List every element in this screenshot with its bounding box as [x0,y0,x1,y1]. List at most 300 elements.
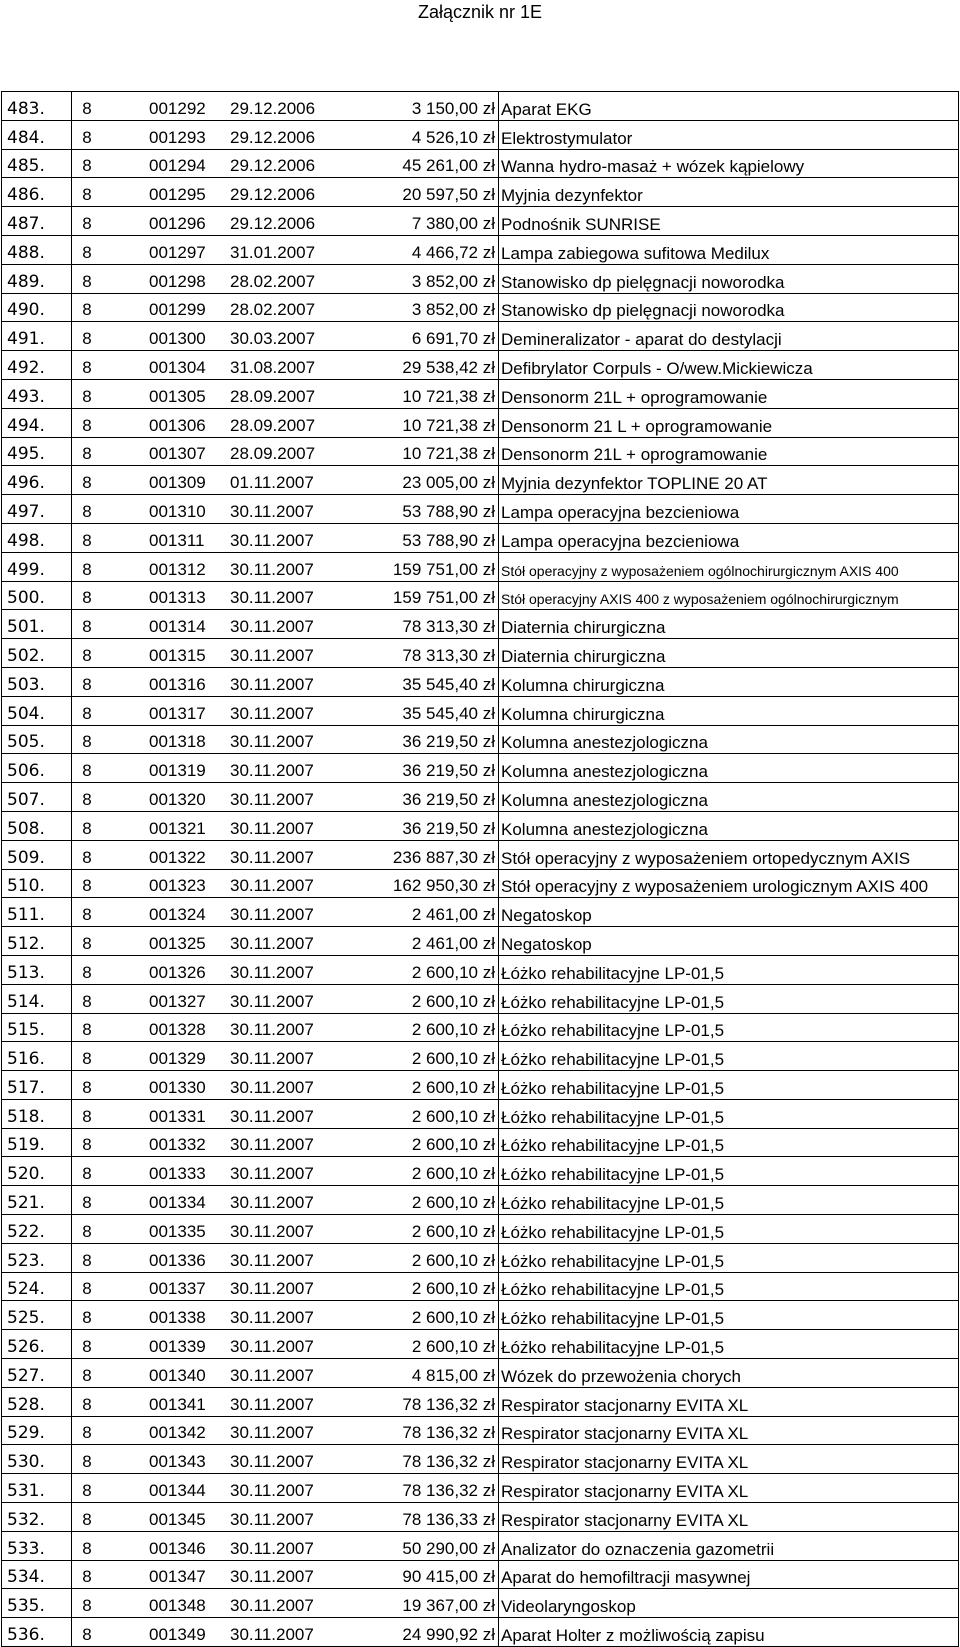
row-number: 494. [2,408,72,437]
table-row [2,1071,959,1100]
acquisition-date: 30.11.2007 [230,588,314,608]
equipment-description: Wózek do przewożenia chorych [499,1359,959,1388]
equipment-description: Łóżko rehabilitacyjne LP-01,5 [499,1243,959,1272]
inventory-number: 001345 [149,1509,206,1529]
group-number: 8 [82,1567,92,1587]
row-number: 486. [2,178,72,207]
equipment-description: Diaternia chirurgiczna [499,639,959,668]
inventory-number: 001317 [149,703,206,723]
row-details [72,1301,499,1330]
table-row [2,552,959,581]
row-details [72,581,499,610]
table-row [2,696,959,725]
acquisition-date: 29.12.2006 [230,213,316,233]
equipment-table-body [2,92,959,1647]
amount-value: 2 600,10 zł [411,1164,495,1184]
amount-value: 3 852,00 zł [411,300,495,320]
group-number: 8 [82,501,92,521]
acquisition-date: 30.11.2007 [230,1452,314,1472]
group-number: 8 [82,761,92,781]
row-number: 484. [2,120,72,149]
row-number: 502. [2,639,72,668]
acquisition-date: 28.02.2007 [230,271,316,291]
acquisition-date: 30.11.2007 [230,991,314,1011]
table-row [2,1301,959,1330]
inventory-number: 001327 [149,991,206,1011]
row-details [72,984,499,1013]
inventory-number: 001294 [149,156,206,176]
inventory-number: 001324 [149,905,206,925]
amount-value: 6 691,70 zł [411,329,495,349]
inventory-number: 001318 [149,732,206,752]
table-row [2,984,959,1013]
row-number: 533. [2,1531,72,1560]
row-details [72,696,499,725]
equipment-description: Łóżko rehabilitacyjne LP-01,5 [499,1186,959,1215]
acquisition-date: 30.11.2007 [230,1077,314,1097]
acquisition-date: 30.11.2007 [230,1279,314,1299]
acquisition-date: 30.11.2007 [230,1106,314,1126]
table-row [2,351,959,380]
inventory-number: 001306 [149,415,206,435]
table-row [2,1099,959,1128]
inventory-number: 001338 [149,1308,206,1328]
table-row [2,639,959,668]
acquisition-date: 30.11.2007 [230,1481,314,1501]
row-number: 516. [2,1042,72,1071]
row-details [72,1186,499,1215]
acquisition-date: 30.11.2007 [230,933,314,953]
group-number: 8 [82,530,92,550]
table-row [2,408,959,437]
acquisition-date: 30.11.2007 [230,962,314,982]
group-number: 8 [82,933,92,953]
row-details [72,840,499,869]
row-number: 522. [2,1215,72,1244]
row-details [72,264,499,293]
amount-value: 2 600,10 zł [411,1308,495,1328]
group-number: 8 [82,1077,92,1097]
acquisition-date: 30.11.2007 [230,1538,314,1558]
row-number: 526. [2,1330,72,1359]
acquisition-date: 30.11.2007 [230,818,314,838]
acquisition-date: 31.01.2007 [230,242,316,262]
acquisition-date: 30.11.2007 [230,1394,314,1414]
group-number: 8 [82,818,92,838]
table-row [2,955,959,984]
inventory-number: 001344 [149,1481,206,1501]
table-row [2,610,959,639]
group-number: 8 [82,703,92,723]
equipment-description: Łóżko rehabilitacyjne LP-01,5 [499,1013,959,1042]
row-number: 519. [2,1128,72,1157]
equipment-description: Łóżko rehabilitacyjne LP-01,5 [499,1071,959,1100]
group-number: 8 [82,1135,92,1155]
table-row [2,264,959,293]
acquisition-date: 30.11.2007 [230,1509,314,1529]
group-number: 8 [82,559,92,579]
equipment-description: Aparat Holter z możliwością zapisu [499,1618,959,1647]
equipment-description: Respirator stacjonarny EVITA XL [499,1416,959,1445]
amount-value: 78 136,32 zł [402,1481,495,1501]
group-number: 8 [82,617,92,637]
table-row [2,1128,959,1157]
row-number: 529. [2,1416,72,1445]
group-number: 8 [82,213,92,233]
group-number: 8 [82,444,92,464]
attachment-title: Załącznik nr 1E [417,2,543,22]
amount-value: 36 219,50 zł [402,732,495,752]
table-row [2,178,959,207]
row-number: 517. [2,1071,72,1100]
inventory-number: 001323 [149,876,206,896]
row-details [72,92,499,121]
amount-value: 50 290,00 zł [402,1538,495,1558]
inventory-number: 001300 [149,329,206,349]
inventory-number: 001315 [149,645,206,665]
row-number: 535. [2,1589,72,1618]
equipment-description: Respirator stacjonarny EVITA XL [499,1387,959,1416]
table-row [2,783,959,812]
group-number: 8 [82,1106,92,1126]
row-details [72,1099,499,1128]
equipment-description: Diaternia chirurgiczna [499,610,959,639]
amount-value: 78 136,33 zł [402,1509,495,1529]
table-row [2,495,959,524]
row-number: 532. [2,1503,72,1532]
equipment-description: Aparat do hemofiltracji masywnej [499,1560,959,1589]
amount-value: 2 600,10 zł [411,1193,495,1213]
equipment-description: Lampa zabiegowa sufitowa Medilux [499,235,959,264]
row-details [72,1215,499,1244]
row-details [72,1272,499,1301]
inventory-number: 001307 [149,444,206,464]
amount-value: 7 380,00 zł [411,213,495,233]
page-header [0,0,960,23]
row-number: 512. [2,927,72,956]
amount-value: 3 150,00 zł [411,98,495,118]
table-row [2,149,959,178]
group-number: 8 [82,1308,92,1328]
equipment-description: Densonorm 21 L + oprogramowanie [499,408,959,437]
row-details [72,869,499,898]
acquisition-date: 30.03.2007 [230,329,316,349]
row-number: 485. [2,149,72,178]
amount-value: 36 219,50 zł [402,789,495,809]
equipment-description: Aparat EKG [499,92,959,121]
equipment-description: Demineralizator - aparat do destylacji [499,322,959,351]
acquisition-date: 30.11.2007 [230,847,314,867]
row-number: 504. [2,696,72,725]
inventory-number: 001310 [149,501,206,521]
amount-value: 2 600,10 zł [411,1020,495,1040]
row-details [72,1387,499,1416]
row-details [72,178,499,207]
row-details [72,811,499,840]
inventory-number: 001312 [149,559,206,579]
acquisition-date: 30.11.2007 [230,674,314,694]
row-details [72,1531,499,1560]
amount-value: 78 313,30 zł [402,645,495,665]
amount-value: 36 219,50 zł [402,761,495,781]
amount-value: 36 219,50 zł [402,818,495,838]
table-row [2,466,959,495]
table-row [2,379,959,408]
row-number: 515. [2,1013,72,1042]
acquisition-date: 30.11.2007 [230,1193,314,1213]
acquisition-date: 30.11.2007 [230,617,314,637]
inventory-number: 001339 [149,1337,206,1357]
row-details [72,667,499,696]
table-row [2,725,959,754]
group-number: 8 [82,1423,92,1443]
row-number: 503. [2,667,72,696]
table-row [2,235,959,264]
group-number: 8 [82,1596,92,1616]
group-number: 8 [82,1221,92,1241]
inventory-number: 001343 [149,1452,206,1472]
inventory-number: 001330 [149,1077,206,1097]
acquisition-date: 30.11.2007 [230,761,314,781]
equipment-description: Łóżko rehabilitacyjne LP-01,5 [499,1301,959,1330]
group-number: 8 [82,588,92,608]
group-number: 8 [82,847,92,867]
amount-value: 2 600,10 zł [411,1250,495,1270]
group-number: 8 [82,98,92,118]
inventory-number: 001292 [149,98,206,118]
equipment-description: Stół operacyjny z wyposażeniem ogólnochirurgicznym AXIS 400 [499,552,959,581]
amount-value: 4 466,72 zł [411,242,495,262]
group-number: 8 [82,674,92,694]
table-row [2,1157,959,1186]
group-number: 8 [82,329,92,349]
inventory-number: 001332 [149,1135,206,1155]
equipment-description: Kolumna anestezjologiczna [499,725,959,754]
row-number: 508. [2,811,72,840]
inventory-number: 001329 [149,1049,206,1069]
inventory-number: 001321 [149,818,206,838]
group-number: 8 [82,386,92,406]
acquisition-date: 28.09.2007 [230,444,316,464]
amount-value: 10 721,38 zł [402,444,495,464]
amount-value: 78 136,32 zł [402,1394,495,1414]
inventory-number: 001328 [149,1020,206,1040]
equipment-description: Kolumna anestezjologiczna [499,811,959,840]
amount-value: 35 545,40 zł [402,674,495,694]
inventory-number: 001314 [149,617,206,637]
inventory-number: 001335 [149,1221,206,1241]
row-number: 518. [2,1099,72,1128]
acquisition-date: 28.09.2007 [230,386,316,406]
acquisition-date: 30.11.2007 [230,1337,314,1357]
acquisition-date: 01.11.2007 [230,473,314,493]
equipment-description: Łóżko rehabilitacyjne LP-01,5 [499,1099,959,1128]
table-row [2,1359,959,1388]
amount-value: 159 751,00 zł [392,588,495,608]
acquisition-date: 30.11.2007 [230,789,314,809]
row-number: 492. [2,351,72,380]
equipment-description: Kolumna chirurgiczna [499,696,959,725]
group-number: 8 [82,1193,92,1213]
row-number: 536. [2,1618,72,1647]
row-details [72,1503,499,1532]
group-number: 8 [82,1049,92,1069]
table-row [2,667,959,696]
equipment-description: Łóżko rehabilitacyjne LP-01,5 [499,1215,959,1244]
row-number: 523. [2,1243,72,1272]
group-number: 8 [82,789,92,809]
equipment-description: Łóżko rehabilitacyjne LP-01,5 [499,1157,959,1186]
amount-value: 2 600,10 zł [411,1135,495,1155]
row-number: 507. [2,783,72,812]
table-row [2,120,959,149]
row-number: 500. [2,581,72,610]
row-details [72,1243,499,1272]
row-number: 488. [2,235,72,264]
amount-value: 53 788,90 zł [402,501,495,521]
table-row [2,1387,959,1416]
row-details [72,1128,499,1157]
row-details [72,523,499,552]
row-number: 527. [2,1359,72,1388]
group-number: 8 [82,991,92,1011]
equipment-description: Negatoskop [499,898,959,927]
acquisition-date: 30.11.2007 [230,1625,314,1645]
inventory-number: 001322 [149,847,206,867]
row-number: 524. [2,1272,72,1301]
equipment-description: Lampa operacyjna bezcieniowa [499,495,959,524]
acquisition-date: 30.11.2007 [230,1567,314,1587]
inventory-number: 001313 [149,588,206,608]
acquisition-date: 30.11.2007 [230,1308,314,1328]
inventory-number: 001333 [149,1164,206,1184]
equipment-description: Kolumna anestezjologiczna [499,783,959,812]
group-number: 8 [82,1394,92,1414]
acquisition-date: 30.11.2007 [230,1596,314,1616]
row-details [72,149,499,178]
row-details [72,1589,499,1618]
table-row [2,92,959,121]
row-details [72,1071,499,1100]
row-details [72,207,499,236]
row-details [72,1157,499,1186]
acquisition-date: 30.11.2007 [230,559,314,579]
equipment-description: Podnośnik SUNRISE [499,207,959,236]
table-row [2,1445,959,1474]
group-number: 8 [82,645,92,665]
row-number: 525. [2,1301,72,1330]
acquisition-date: 29.12.2006 [230,156,316,176]
row-details [72,927,499,956]
acquisition-date: 30.11.2007 [230,1049,314,1069]
inventory-number: 001296 [149,213,206,233]
table-row [2,840,959,869]
equipment-table [1,91,959,1647]
row-number: 493. [2,379,72,408]
row-details [72,466,499,495]
table-row [2,1013,959,1042]
row-number: 534. [2,1560,72,1589]
amount-value: 78 313,30 zł [402,617,495,637]
amount-value: 2 600,10 zł [411,1337,495,1357]
amount-value: 162 950,30 zł [392,876,495,896]
table-row [2,581,959,610]
inventory-number: 001334 [149,1193,206,1213]
equipment-description: Stół operacyjny z wyposażeniem urologicznym AXIS 400 [499,869,959,898]
row-number: 509. [2,840,72,869]
inventory-number: 001311 [149,530,205,550]
table-row [2,1215,959,1244]
equipment-description: Stanowisko dp pielęgnacji noworodka [499,293,959,322]
equipment-description: Respirator stacjonarny EVITA XL [499,1503,959,1532]
row-details [72,1445,499,1474]
row-number: 511. [2,898,72,927]
group-number: 8 [82,156,92,176]
amount-value: 3 852,00 zł [411,271,495,291]
group-number: 8 [82,1164,92,1184]
acquisition-date: 30.11.2007 [230,732,314,752]
acquisition-date: 29.12.2006 [230,98,316,118]
equipment-description: Łóżko rehabilitacyjne LP-01,5 [499,1330,959,1359]
row-details [72,495,499,524]
row-number: 490. [2,293,72,322]
acquisition-date: 30.11.2007 [230,1365,314,1385]
table-row [2,1272,959,1301]
equipment-description: Stół operacyjny AXIS 400 z wyposażeniem ogólnochirurgicznym [499,581,959,610]
inventory-number: 001347 [149,1567,206,1587]
row-number: 491. [2,322,72,351]
amount-value: 24 990,92 zł [402,1625,495,1645]
inventory-number: 001340 [149,1365,206,1385]
amount-value: 2 600,10 zł [411,1221,495,1241]
group-number: 8 [82,127,92,147]
row-details [72,1330,499,1359]
equipment-description: Łóżko rehabilitacyjne LP-01,5 [499,1128,959,1157]
acquisition-date: 30.11.2007 [230,876,314,896]
equipment-description: Negatoskop [499,927,959,956]
row-number: 483. [2,92,72,121]
table-row [2,1560,959,1589]
row-number: 505. [2,725,72,754]
table-row [2,207,959,236]
group-number: 8 [82,357,92,377]
row-details [72,639,499,668]
equipment-description: Kolumna chirurgiczna [499,667,959,696]
row-details [72,552,499,581]
acquisition-date: 29.12.2006 [230,127,316,147]
equipment-description: Stół operacyjny z wyposażeniem ortopedycznym AXIS [499,840,959,869]
inventory-number: 001298 [149,271,206,291]
row-details [72,1474,499,1503]
equipment-description: Defibrylator Corpuls - O/wew.Mickiewicza [499,351,959,380]
amount-value: 10 721,38 zł [402,386,495,406]
amount-value: 4 815,00 zł [411,1365,495,1385]
row-details [72,1013,499,1042]
table-row [2,1589,959,1618]
row-number: 506. [2,754,72,783]
amount-value: 10 721,38 zł [402,415,495,435]
group-number: 8 [82,473,92,493]
inventory-number: 001349 [149,1625,206,1645]
row-number: 495. [2,437,72,466]
row-number: 498. [2,523,72,552]
group-number: 8 [82,876,92,896]
table-row [2,523,959,552]
amount-value: 2 600,10 zł [411,1049,495,1069]
inventory-number: 001319 [149,761,206,781]
table-row [2,754,959,783]
amount-value: 20 597,50 zł [402,185,495,205]
